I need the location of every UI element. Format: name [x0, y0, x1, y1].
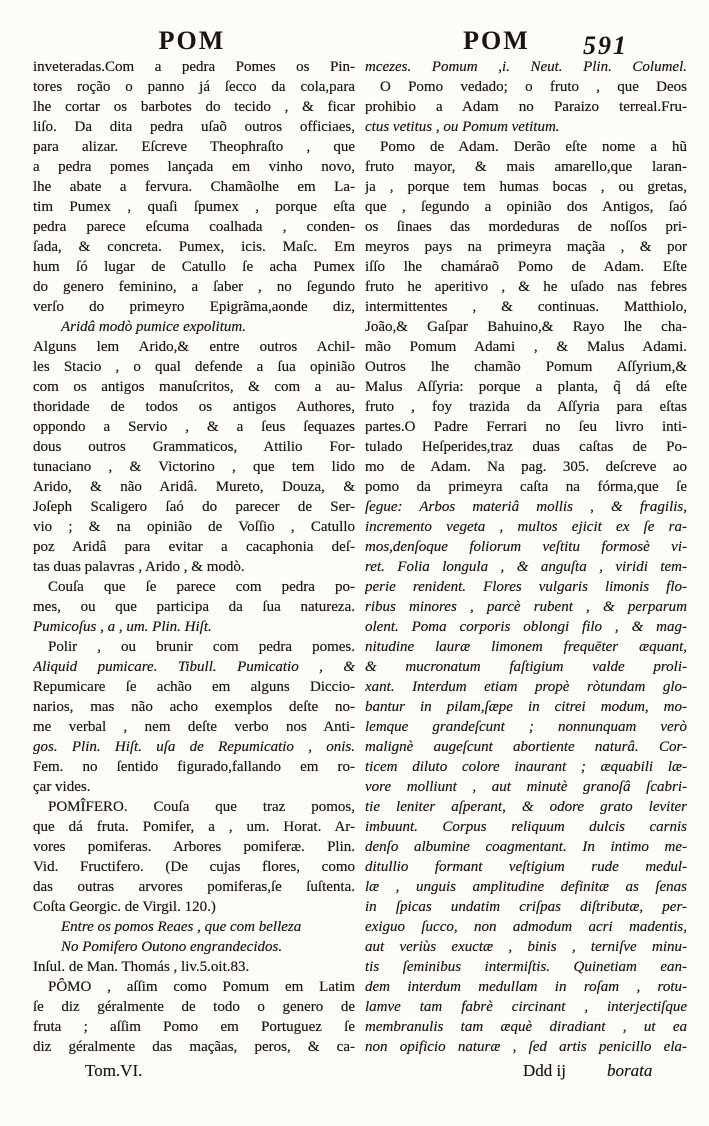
- text-line: a pedra pomes lançada em vinho novo,: [33, 159, 355, 175]
- text-line: inveteradas.Com a pedra Pomes os Pin-: [33, 59, 355, 75]
- text-line: tunaciano , & Victorino , que tem lido: [33, 459, 355, 475]
- text-line: membranulis tam æquè diradiant , ut ea: [365, 1019, 687, 1035]
- text-line: tas duas palavras , Arido , & modò.: [33, 559, 245, 575]
- text-line: tulado Heſperides,traz duas caſtas de Po-: [365, 439, 687, 455]
- text-line: ſe diz géralmente de todo o genero de: [33, 999, 355, 1015]
- text-line: pedra parece eſcuma coalhada , conden-: [33, 219, 355, 235]
- text-line: mos,denſoque foliorum veſtitu formosè vi-: [365, 539, 687, 555]
- text-line: tie leniter aſperant, & odore grato leviter: [365, 799, 687, 815]
- text-columns: [33, 57, 687, 1057]
- text-line: ja , porque tem humas bocas , ou gretas,: [365, 179, 687, 195]
- text-line: POMÎFERO. Couſa que traz pomos,: [48, 799, 355, 815]
- text-line: O Pomo vedado; o fruto , que Deos: [380, 79, 687, 95]
- text-line: mo de Adam. Na pag. 305. deſcreve ao: [365, 459, 687, 475]
- text-line: çar vides.: [33, 779, 91, 795]
- text-line: diz géralmente das maçãas, peros, & ca-: [33, 1039, 355, 1055]
- text-line: oppondo a Servio , & a ſeus ſequazes: [33, 419, 355, 435]
- right-column: [365, 57, 687, 1057]
- text-line: Vid. Fructifero. (De cujas flores, como: [33, 859, 355, 875]
- text-line: Outros lhe chamão Pomum Aſſyrium,&: [365, 359, 687, 375]
- text-line: fruto mayor, & mais amarello,que laran-: [365, 159, 687, 175]
- text-line: exiguo ſucco, non admodum acri madentis,: [365, 919, 687, 935]
- text-line: Inſul. de Man. Thomás , liv.5.oit.83.: [33, 959, 250, 975]
- text-line: PÔMO , aſſim como Pomum em Latim: [48, 979, 355, 995]
- text-line: os ſinaes das mordeduras de noſſos pri-: [365, 219, 687, 235]
- text-line: lemque grandeſcunt ; nonnunquam verò: [365, 719, 687, 735]
- text-line: perie renident. Flores vulgaris limonis flo-: [365, 579, 687, 595]
- signature-mark: Ddd ij: [523, 1061, 566, 1080]
- text-line: ditullio formant veſtigium rude medul-: [365, 859, 687, 875]
- text-line: in ſpicas undatim criſpas diſtributæ, per-: [365, 899, 687, 915]
- text-line: Pomo de Adam. Derão eſte nome a hũ: [380, 139, 687, 155]
- text-line: Fem. no ſentido figurado,fallando em ro-: [33, 759, 355, 775]
- text-line: intermittentes , & continuas. Matthiolo,: [365, 299, 687, 315]
- text-line: incremento vegeta , multos ejicit ex ſe ra-: [365, 519, 687, 535]
- text-line: fruta ; aſſim Pomo em Portuguez ſe: [33, 1019, 355, 1035]
- text-line: malignè augeſcunt abortiente naturâ. Cor-: [365, 739, 687, 755]
- text-line: tis ſeminibus intermiſtis. Quinetiam ean-: [365, 959, 687, 975]
- text-line: aut veriùs exuctæ , binis , terniſve minu-: [365, 939, 687, 955]
- text-line: lhe cortar os barbotes do tecido , & ficar: [33, 99, 355, 115]
- text-line: iſſo lhe chamáraõ Pomo de Adam. Eſte: [365, 259, 687, 275]
- text-line: Couſa que ſe parece com pedra po-: [48, 579, 355, 595]
- text-line: meyros pays na primeyra maçãa , & por: [365, 239, 687, 255]
- text-line: fruto he aperitivo , & he uſado nas febres: [365, 279, 687, 295]
- text-line: Coſta Georgic. de Virgil. 120.): [33, 899, 216, 915]
- text-line: mcezes. Pomum ,i. Neut. Plin. Columel.: [365, 59, 687, 75]
- text-line: que , ſegundo a opinião dos Antigos, ſaó: [365, 199, 687, 215]
- text-line: olent. Poma corporis oblongi filo , & mag-: [365, 619, 687, 635]
- text-line: fruto , foy trazida da Aſſyria para eſtas: [365, 399, 687, 415]
- text-line: imbuunt. Corpus reliquum dulcis carnis: [365, 819, 687, 835]
- text-line: me verbal , nem deſte verbo nos Anti-: [33, 719, 355, 735]
- text-line: Pumicoſus , a , um. Plin. Hiſt.: [33, 619, 212, 635]
- text-line: que dá fruta. Pomifer, a , um. Horat. Ar-: [33, 819, 355, 835]
- text-line: ribus minores , parcè rubent , & perparum: [365, 599, 687, 615]
- text-line: das outras arvores pomiferas,ſe ſuſtenta.: [33, 879, 355, 895]
- page-number: 591: [583, 31, 628, 60]
- text-line: gos. Plin. Hiſt. uſa de Repumicatio , onis.: [33, 739, 355, 755]
- text-line: João,& Gaſpar Bahuino,& Rayo lhe cha-: [365, 319, 687, 335]
- text-line: denſo albumine coagmentant. In intimo me-: [365, 839, 687, 855]
- text-line: liſo. Da dita pedra uſaõ outros officiaes,: [33, 119, 355, 135]
- text-line: pomo da primeyra caſta na fórma,que ſe: [365, 479, 687, 495]
- text-line: ſegue: Arbos materiâ mollis , & fragilis,: [365, 499, 687, 515]
- text-line: poz Aridâ para evitar a cacaphonia deſ-: [33, 539, 355, 555]
- text-line: Alguns lem Arido,& entre outros Achil-: [33, 339, 355, 355]
- text-line: com os antigos manuſcritos, & com a au-: [33, 379, 355, 395]
- text-line: non opificio naturæ , ſed artis penicillo ela-: [365, 1039, 687, 1055]
- running-head-left: POM: [158, 26, 226, 55]
- text-line: hum ſó lugar de Catullo ſe acha Pumex: [33, 259, 355, 275]
- text-line: tim Pumex , quaſi ſpumex , porque eſta: [33, 199, 355, 215]
- text-line: Aridâ modò pumice expolitum.: [61, 319, 246, 335]
- catchword: borata: [607, 1061, 653, 1080]
- text-line: xant. Interdum etiam propè ròtundam glo-: [365, 679, 687, 695]
- text-line: Repumicare ſe achão em alguns Diccio-: [33, 679, 355, 695]
- text-line: Joſeph Scaligero ſaó do parecer de Ser-: [33, 499, 355, 515]
- text-line: No Pomifero Outono engrandecidos.: [61, 939, 283, 955]
- text-line: narios, mas não acho exemplos deſte no-: [33, 699, 355, 715]
- text-line: vore molliunt , aut minutè granoſâ ſcabri-: [365, 779, 687, 795]
- volume-mark: Tom.VI.: [85, 1061, 143, 1080]
- text-line: Polir , ou brunir com pedra pomes.: [48, 639, 355, 655]
- text-line: mão Pomum Adami , & Malus Adami.: [365, 339, 687, 355]
- text-line: Entre os pomos Reaes , que com belleza: [61, 919, 302, 935]
- text-line: partes.O Padre Ferrari no ſeu livro inti-: [365, 419, 687, 435]
- text-line: dem interdum medullam in roſam , rotu-: [365, 979, 687, 995]
- text-line: mes, ou que participa da ſua natureza.: [33, 599, 355, 615]
- text-line: ctus vetitus , ou Pomum vetitum.: [365, 119, 560, 135]
- text-line: nitudine lauræ limonem frequēter æquant,: [365, 639, 687, 655]
- running-head-right: POM: [463, 26, 530, 55]
- text-line: Aliquid pumicare. Tibull. Pumicatio , &: [33, 659, 355, 675]
- text-line: tores roção o panno já ſecco da cola,para: [33, 79, 355, 95]
- text-line: bantur in pilam,ſæpe in citrei modum, mo-: [365, 699, 687, 715]
- text-line: vores pomiferas. Arbores pomiferæ. Plin.: [33, 839, 355, 855]
- text-line: lamve tam fabrè circinant , interjectiſque: [365, 999, 687, 1015]
- text-line: lhe abate a fervura. Chamãolhe em La-: [33, 179, 355, 195]
- text-line: dous outros Grammaticos, Attilio For-: [33, 439, 355, 455]
- text-line: prohibio a Adam no Paraizo terreal.Fru-: [365, 99, 687, 115]
- text-line: Arido, & não Aridâ. Mureto, Douza, &: [33, 479, 355, 495]
- text-line: læ , unguis amplitudine definitæ as ſenas: [365, 879, 687, 895]
- text-line: vio ; & na opinião de Voſſio , Catullo: [33, 519, 355, 535]
- text-line: Malus Aſſyria: porque a planta, q̃ dá eſte: [365, 379, 687, 395]
- text-line: para alizar. Eſcreve Theophraſto , que: [33, 139, 355, 155]
- left-column: [33, 57, 355, 1057]
- text-line: do genero feminino, a ſaber , no ſegundo: [33, 279, 355, 295]
- text-line: ſada, & concreta. Pumex, icis. Maſc. Em: [33, 239, 355, 255]
- text-line: les Stacio , o qual defende a ſua opinião: [33, 359, 355, 375]
- text-line: verſo do primeyro Epigrãma,aonde diz,: [33, 299, 355, 315]
- text-line: ticem diluto colore inaurant ; æquabili læ-: [365, 759, 687, 775]
- text-line: ret. Folia longula , & anguſta , viridi tem-: [365, 559, 687, 575]
- text-line: & mucronatum faſtigium valde proli-: [365, 659, 687, 675]
- text-line: thoridade de todos os antigos Authores,: [33, 399, 355, 415]
